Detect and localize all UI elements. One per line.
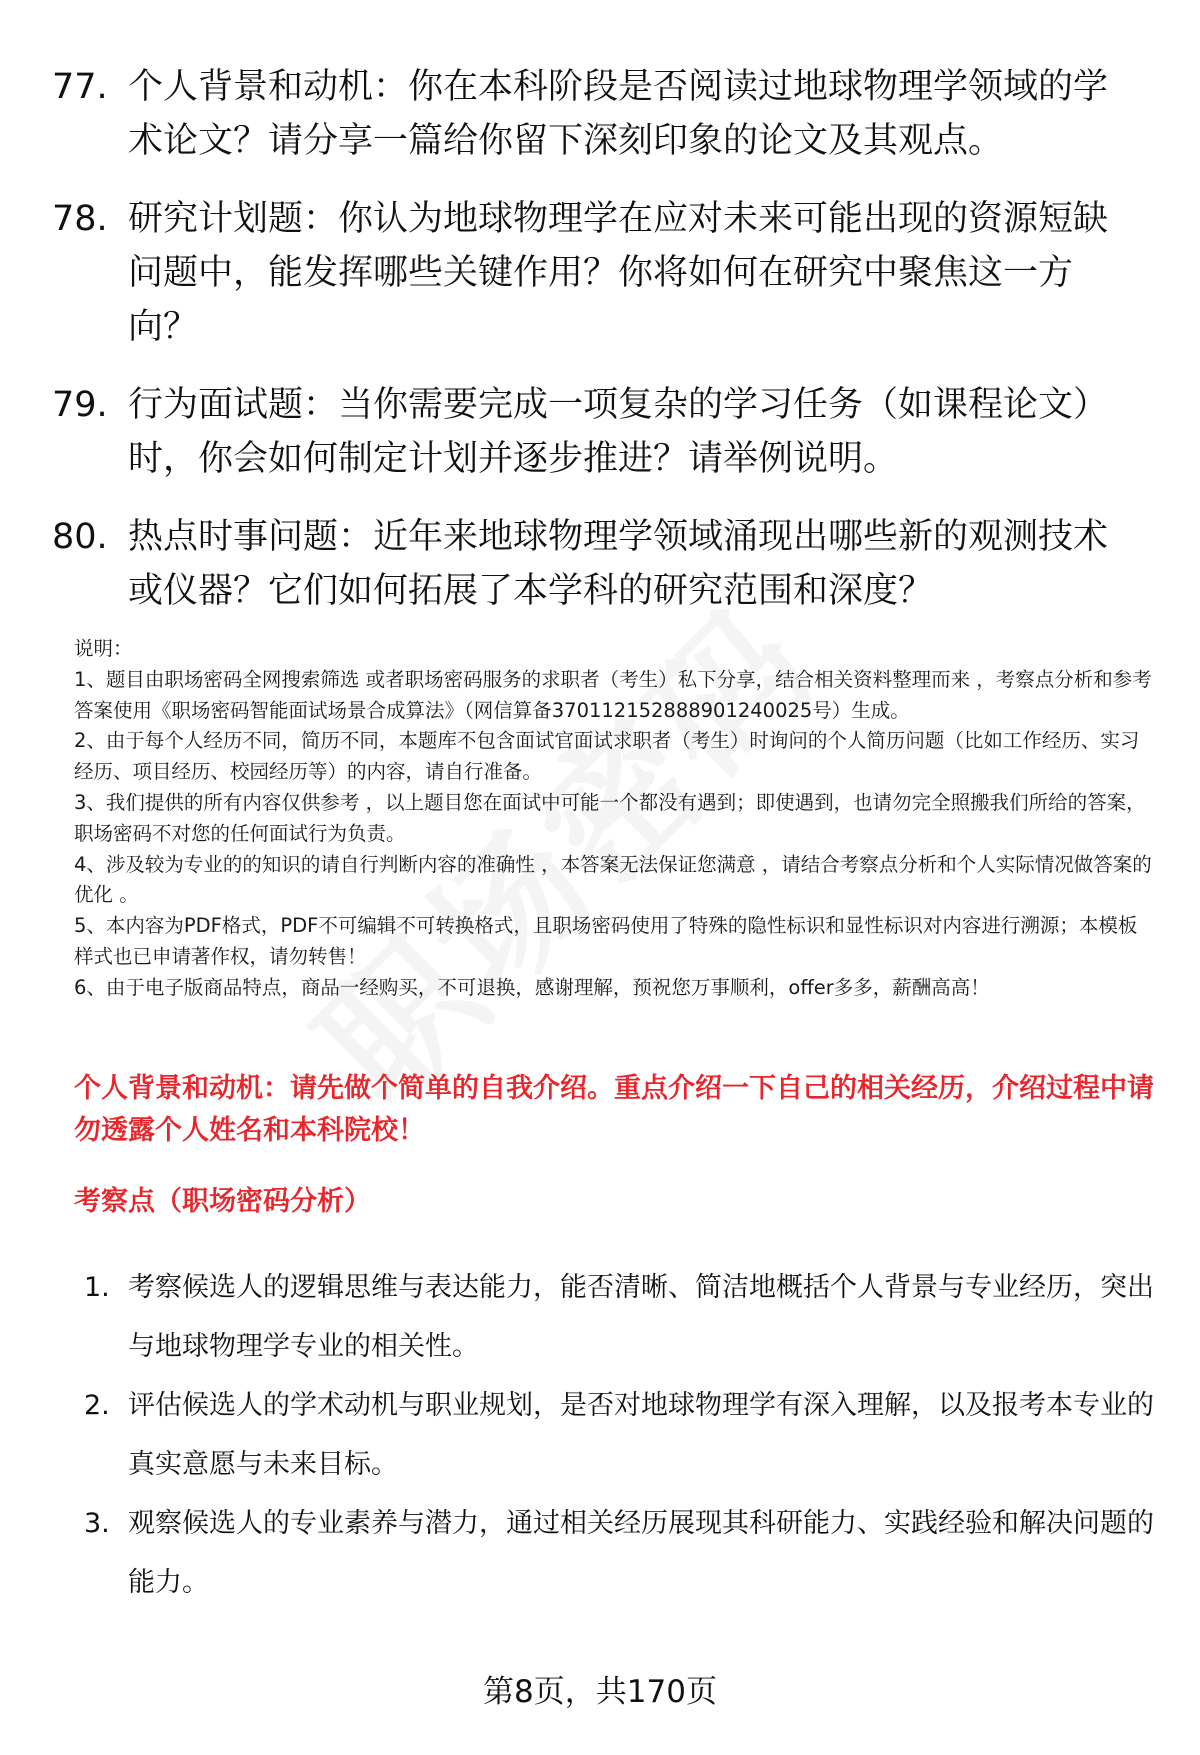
- question-number: 77.: [52, 67, 108, 107]
- list-text: 观察候选人的专业素养与潜力，通过相关经历展现其科研能力、实践经验和解决问题的能力。: [128, 1508, 1154, 1598]
- question-text: 研究计划题：你认为地球物理学在应对未来可能出现的资源短缺问题中，能发挥哪些关键作用？你将如何在研究中聚焦这一方向？: [128, 199, 1109, 347]
- list-item: [84, 1494, 1154, 1612]
- notes-heading: 说明：: [74, 637, 133, 660]
- list-item: [84, 1376, 1154, 1494]
- question-text: 个人背景和动机：你在本科阶段是否阅读过地球物理学领域的学术论文？请分享一篇给你留下深刻印象的论文及其观点。: [128, 67, 1109, 161]
- list-number: 3.: [84, 1508, 110, 1539]
- question-item: [52, 510, 1142, 618]
- highlighted-question: 个人背景和动机：请先做个简单的自我介绍。重点介绍一下自己的相关经历，介绍过程中请勿透露个人姓名和本科院校！: [74, 1073, 1154, 1146]
- question-number: 78.: [52, 199, 108, 239]
- note-item: 5、本内容为PDF格式，PDF不可编辑不可转换格式，且职场密码使用了特殊的隐性标识和显性标识对内容进行溯源；本模板样式也已申请著作权，请勿转售！: [74, 914, 1138, 968]
- question-item: [52, 192, 1142, 354]
- question-item: [52, 378, 1142, 486]
- list-number: 1.: [84, 1272, 110, 1303]
- note-item: 4、涉及较为专业的的知识的请自行判断内容的准确性 ，本答案无法保证您满意 ，请结合考察点分析和个人实际情况做答案的优化 。: [74, 852, 1152, 907]
- assessment-points: [84, 1258, 1154, 1612]
- note-item: 3、我们提供的所有内容仅供参考 ，以上题目您在面试中可能一个都没有遇到；即使遇到，也请勿完全照搬我们所给的答案，职场密码不对您的任何面试行为负责。: [74, 790, 1146, 845]
- note-item: 1、题目由职场密码全网搜索筛选 或者职场密码服务的求职者（考生）私下分享，结合相关资料整理而来 ，考察点分析和参考答案使用《职场密码智能面试场景合成算法》（网信算备37011215288890124​0025号）生成。: [74, 667, 1152, 722]
- notes-section: [74, 634, 1154, 1004]
- question-number: 80.: [52, 517, 108, 557]
- question-item: [52, 60, 1142, 168]
- question-list: [52, 60, 1142, 642]
- list-text: 评估候选人的学术动机与职业规划，是否对地球物理学有深入理解，以及报考本专业的真实意愿与未来目标。: [128, 1390, 1154, 1480]
- question-text: 行为面试题：当你需要完成一项复杂的学习任务（如课程论文）时，你会如何制定计划并逐步推进？请举例说明。: [128, 385, 1109, 479]
- question-number: 79.: [52, 385, 108, 425]
- question-text: 热点时事问题：近年来地球物理学领域涌现出哪些新的观测技术或仪器？它们如何拓展了本学科的研究范围和深度？: [128, 517, 1109, 611]
- note-item: 2、由于每个人经历不同，简历不同，本题库不包含面试官面试求职者（考生）时询问的个人简历问题（比如工作经历、实习经历、项目经历、校园经历等）的内容，请自行准备。: [74, 729, 1140, 784]
- list-item: [84, 1258, 1154, 1376]
- list-text: 考察候选人的逻辑思维与表达能力，能否清晰、简洁地概括个人背景与专业经历，突出与地球物理学专业的相关性。: [128, 1272, 1154, 1362]
- note-item: 6、由于电子版商品特点，商品一经购买，不可退换，感谢理解，预祝您万事顺利，offer多多，薪酬高高！: [74, 975, 990, 999]
- section-title: 考察点（职场密码分析）: [74, 1186, 371, 1217]
- page-footer: 第8页，共170页: [483, 1674, 717, 1710]
- list-number: 2.: [84, 1390, 110, 1421]
